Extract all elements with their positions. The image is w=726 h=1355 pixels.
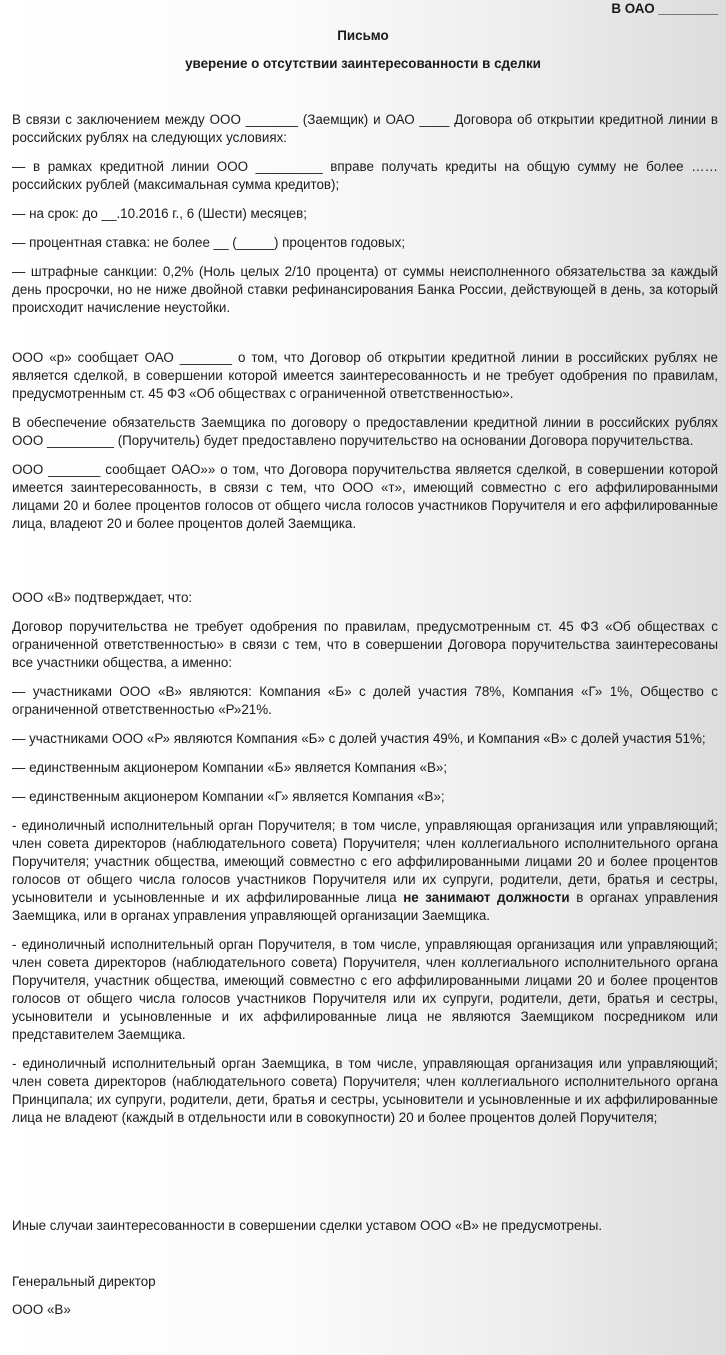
paragraph-shareholder-b: — единственным акционером Компании «Б» является Компания «В»; (12, 760, 448, 775)
paragraph-credit-amount: — в рамках кредитной линии ООО _________ вправе получать кредиты на общую сумму не более …… российских рублей (максимальная сумма кредитов); (12, 159, 718, 192)
paragraph-guarantor-bodies-end: в органах управления Заемщика, или в органах управления управляющей организации Заемщика. (12, 890, 718, 923)
paragraph-penalties: — штрафные санкции: 0,2% (Ноль целых 2/10 процента) от суммы неисполненного обязательства за каждый день просрочки, но не ниже двойной ставки рефинансирования Банка России, действующей в день, за который происходит начисление неустойки. (12, 264, 718, 315)
paragraph-credit-line-intro: В связи с заключением между ООО _______ (Заемщик) и ОАО ____ Договора об открытии кредитной линии в российских рублях на следующих условиях: (12, 112, 718, 145)
paragraph-credit-term: — на срок: до __.10.2016 г., 6 (Шести) месяцев; (12, 206, 307, 221)
addressee: В ОАО ________ (611, 1, 718, 16)
signature-position: Генеральный директор (12, 1274, 156, 1289)
paragraph-no-other-cases: Иные случаи заинтересованности в совершении сделки уставом ООО «В» не предусмотрены. (12, 1218, 603, 1233)
paragraph-guarantee-interest: ООО _______ сообщает ОАО»» о том, что Договора поручительства является сделкой, в совершении которой имеется заинтересованность, в связи с тем, что ООО «т», имеющий совместно с его аффилированными лицами 20 и более процентов голосов от общего числа голосов участников Поручителя и его аффилированные лица, владеют 20 и более процентов долей Заемщика. (12, 462, 718, 531)
paragraph-confirms: ООО «В» подтверждает, что: (12, 590, 193, 605)
paragraph-no-approval: Договор поручительства не требует одобрения по правилам, предусмотренным ст. 45 ФЗ «Об обществах с ограниченной ответственностью» в связи с тем, что в совершении Договора поручительства заинтересованы все участники общества, а именно: (12, 619, 718, 670)
paragraph-interest-rate: — процентная ставка: не более __ (_____) процентов годовых; (12, 235, 406, 250)
paragraph-guarantee: В обеспечение обязательств Заемщика по договору о предоставлении кредитной линии в российских рублях ООО _________ (Поручитель) будет предоставлено поручительство на основании Договора поручительства. (12, 415, 718, 448)
paragraph-no-interest-credit: ООО «р» сообщает ОАО _______ о том, что Договор об открытии кредитной линии в российских рублях не является сделкой, в совершении которой имеется заинтересованность и не требует одобрения по правилам, предусмотренным ст. 45 ФЗ «Об обществах с ограниченной ответственностью». (12, 350, 718, 401)
paragraph-shareholder-g: — единственным акционером Компании «Г» является Компания «В»; (12, 789, 445, 804)
letter-subject: уверение о отсутствии заинтересованности в сделки (185, 56, 541, 71)
paragraph-guarantor-not-intermediary: - единоличный исполнительный орган Поручителя, в том числе, управляющая организация или управляющий; член совета директоров (наблюдательного совета) Поручителя, член коллегиального исполнительного органа Поручителя, участник общества, имеющий совместно с его аффилированными лицами 20 и более процентов голосов от общего числа голосов участников Поручителя или их супруги, родители, дети, братья и сестры, усыновители и усыновленные и их аффилированные лица не являются Заемщиком посредником или представителем Заемщика. (12, 937, 718, 1042)
paragraph-guarantor-bodies (12, 817, 718, 925)
letter-title: Письмо (337, 28, 389, 43)
paragraph-guarantor-bodies-text: - единоличный исполнительный орган Поручителя; в том числе, управляющая организация или управляющий; член совета директоров (наблюдательного совета) Поручителя; член коллегиального исполнительного органа Поручителя; участник общества, имеющий совместно с его аффилированными лицами 20 и более процентов голосов от общего числа голосов участников Поручителя или их супруги, родители, дети, братья и сестры, усыновители и усыновленные и их аффилированные лица (12, 818, 718, 905)
paragraph-borrower-bodies: - единоличный исполнительный орган Заемщика, в том числе, управляющая организация или управляющий; член совета директоров (наблюдательного совета) Поручителя; член коллегиального исполнительного органа Принципала; их супруги, родители, дети, братья и сестры, усыновители и усыновленные и их аффилированные лица не владеют (каждый в отдельности или в совокупности) 20 и более процентов долей Поручителя; (12, 1056, 718, 1125)
bold-positions: должности (496, 890, 570, 905)
bold-not-hold: не занимают (403, 890, 491, 905)
paragraph-participants-v: — участниками ООО «В» являются: Компания «Б» с долей участия 78%, Компания «Г» 1%, Общество с ограниченной ответственностью «Р»21%. (12, 684, 718, 717)
paragraph-participants-r: — участниками ООО «Р» являются Компания «Б» с долей участия 49%, и Компания «В» с долей участия 51%; (12, 731, 706, 746)
signature-company: ООО «В» (12, 1302, 71, 1317)
